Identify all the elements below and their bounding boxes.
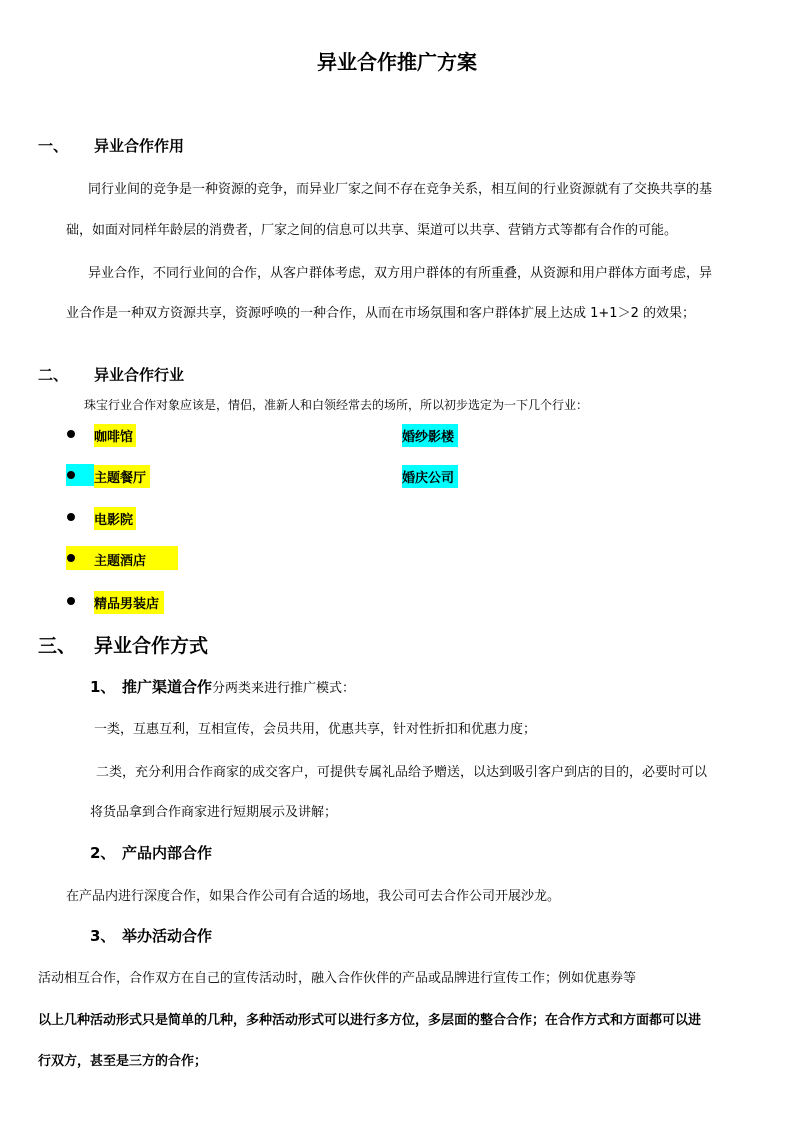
subsection-2-line-1: 在产品内进行深度合作，如果合作公司有合适的场地，我公司可去合作公司开展沙龙。	[66, 889, 561, 904]
section-2-heading	[38, 364, 184, 385]
subsection-3-heading	[90, 925, 212, 946]
subsection-2-title: 产品内部合作	[122, 844, 213, 862]
industry-item-menswear: 精品男装店	[94, 591, 164, 614]
section-3-title: 异业合作方式	[94, 635, 209, 657]
subsection-1-number: 1、	[90, 678, 116, 696]
section-2-intro: 珠宝行业合作对象应该是，情侣，准新人和白领经常去的场所，所以初步选定为一下几个行业：	[84, 398, 589, 412]
subsection-3-line-1: 活动相互合作，合作双方在自己的宣传活动时，融入合作伙伴的产品或品牌进行宣传工作；例如优惠券等	[38, 971, 637, 986]
page-title: 异业合作推广方案	[317, 50, 477, 74]
subsection-2-number: 2、	[90, 844, 116, 862]
bullet-icon	[67, 430, 75, 438]
section-1-heading	[38, 135, 184, 156]
subsection-1-line-3: 将货品拿到合作商家进行短期展示及讲解；	[90, 805, 338, 820]
summary-bold-line-2: 行双方，甚至是三方的合作；	[38, 1054, 208, 1069]
section-3-heading	[38, 631, 208, 658]
subsection-1-line-1: 一类，互惠互利，互相宣传，会员共用，优惠共享，针对性折扣和优惠力度；	[94, 722, 537, 737]
bullet-icon	[67, 597, 75, 605]
bullet-icon	[67, 554, 75, 562]
section-2-number: 二、	[38, 366, 69, 384]
industry-item-cafe: 咖啡馆	[94, 424, 136, 447]
section-1-title: 异业合作作用	[94, 137, 185, 155]
industry-item-theme-hotel: 主题酒店	[94, 554, 147, 569]
industry-item-cinema: 电影院	[94, 507, 136, 530]
industry-item-wedding-planner: 婚庆公司	[402, 465, 458, 488]
section-1-paragraph-1-line-2: 础，如面对同样年龄层的消费者，厂家之间的信息可以共享、渠道可以共享、营销方式等都有合作的可能。	[66, 223, 678, 238]
section-3-number: 三、	[38, 635, 77, 657]
subsection-1-title: 推广渠道合作	[122, 678, 213, 696]
bullet-icon	[67, 471, 75, 479]
section-1-number: 一、	[38, 137, 69, 155]
industry-item-theme-restaurant: 主题餐厅	[94, 465, 150, 488]
subsection-1-subtitle: 分两类来进行推广模式：	[212, 681, 356, 696]
section-1-paragraph-1-line-1: 同行业间的竞争是一种资源的竞争，而异业厂家之间不存在竞争关系，相互间的行业资源就有了交换共享的基	[88, 182, 713, 197]
subsection-3-title: 举办活动合作	[122, 927, 213, 945]
summary-bold-line-1: 以上几种活动形式只是简单的几种，多种活动形式可以进行多方位，多层面的整合合作；在合作方式和方面都可以进	[38, 1013, 702, 1028]
subsection-1-heading	[90, 676, 355, 697]
section-1-paragraph-2-line-1: 异业合作，不同行业间的合作，从客户群体考虑，双方用户群体的有所重叠，从资源和用户群体方面考虑，异	[88, 266, 713, 281]
subsection-2-heading	[90, 842, 212, 863]
bullet-icon	[67, 513, 75, 521]
subsection-1-line-2: 二类，充分利用合作商家的成交客户，可提供专属礼品给予赠送，以达到吸引客户到店的目的，必要时可以	[96, 765, 708, 780]
section-2-title: 异业合作行业	[94, 366, 185, 384]
industry-item-wedding-studio: 婚纱影楼	[402, 424, 458, 447]
subsection-3-number: 3、	[90, 927, 116, 945]
section-1-paragraph-2-line-2: 业合作是一种双方资源共享，资源呼唤的一种合作，从而在市场氛围和客户群体扩展上达成 1+1＞2 的效果；	[66, 306, 695, 321]
